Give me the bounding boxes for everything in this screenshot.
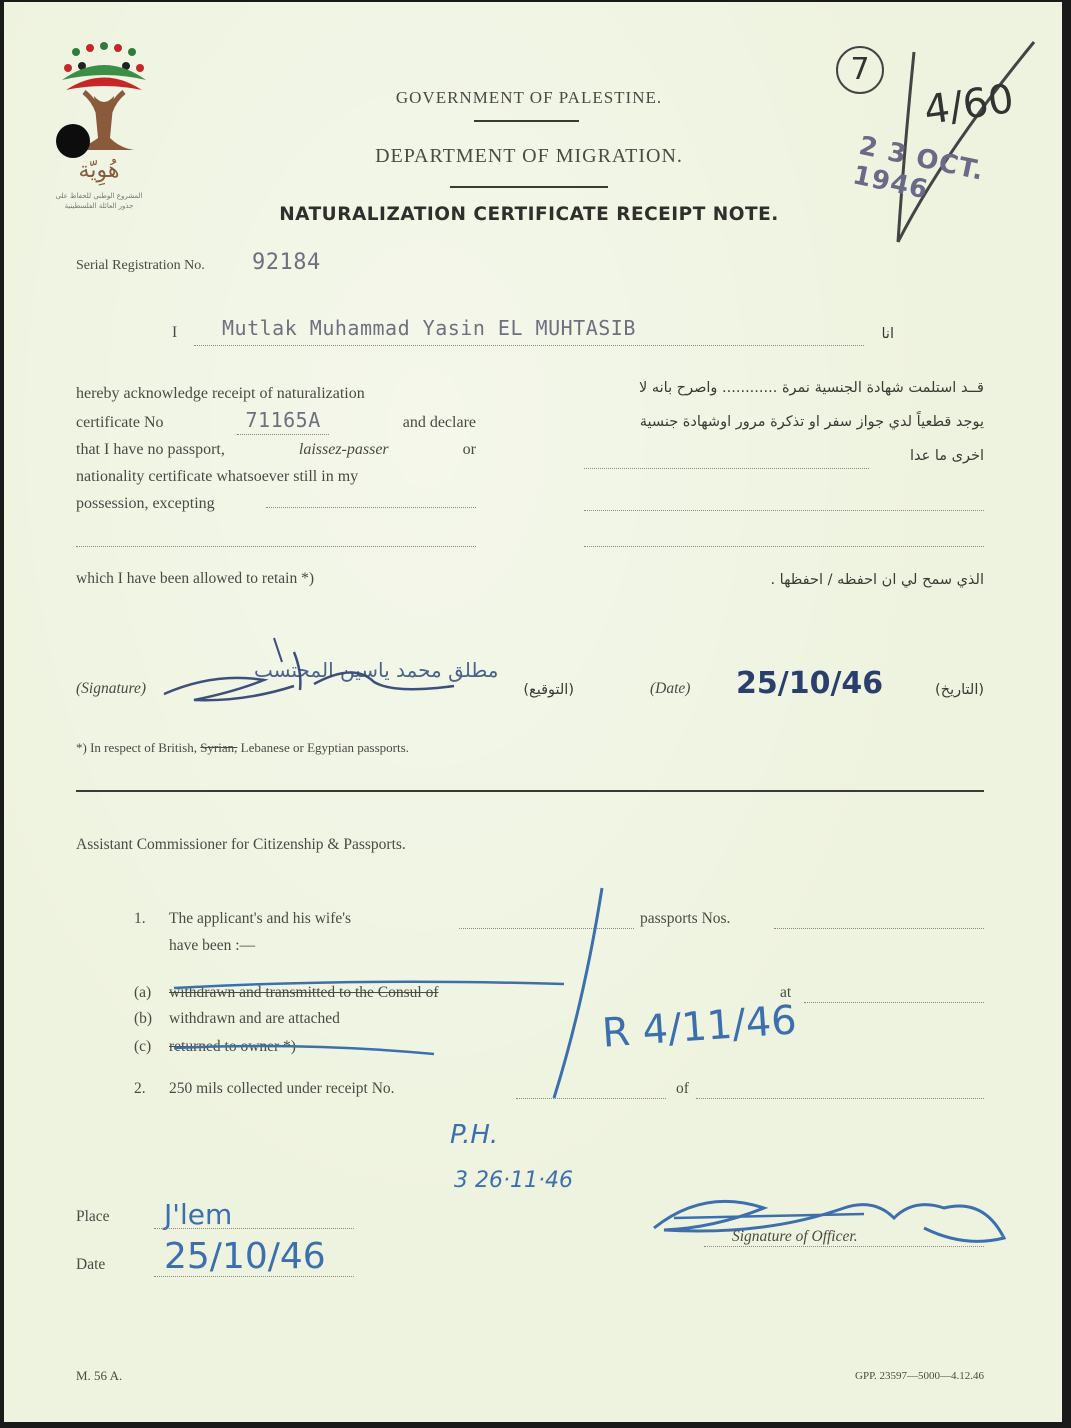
name-dotted-line (194, 345, 864, 346)
decl-line-2-pre: certificate No (76, 414, 164, 431)
place-value: J'lem (164, 1198, 233, 1231)
footnote (76, 740, 409, 756)
option-a-label: (a) (134, 984, 152, 1001)
item2-of: of (676, 1080, 689, 1097)
retain-ar: الذي سمح لي ان احفظه / احفظها . (770, 572, 984, 588)
applicant-signature-text: مطلق محمد ياسين المحتسب (254, 658, 499, 682)
heritage-logo (44, 40, 154, 220)
option-c-text: returned to owner *) (169, 1038, 296, 1055)
official-heading: Assistant Commissioner for Citizenship & Passports. (76, 836, 406, 853)
logo-caption-1: المشروع الوطني للحفاظ على (55, 192, 143, 200)
date-stamp: 2 3 OCT. 1946 (850, 131, 987, 206)
circled-number (836, 46, 884, 94)
logo-caption-2: جذور العائلة الفلسطينية (64, 202, 134, 210)
decl-line-5: possession, excepting (76, 495, 215, 512)
place-label: Place (76, 1208, 110, 1225)
option-a-at: at (780, 984, 792, 1001)
item2-number: 2. (134, 1080, 146, 1097)
item1-number: 1. (134, 910, 146, 927)
option-c-label: (c) (134, 1038, 152, 1055)
date-value-official: 25/10/46 (164, 1236, 326, 1277)
option-a-text: withdrawn and transmitted to the Consul of (169, 984, 439, 1001)
retain-en: which I have been allowed to retain *) (76, 570, 315, 587)
item2-text: 250 mils collected under receipt No. (169, 1080, 395, 1097)
serial-value: 92184 (252, 250, 321, 275)
section-divider (76, 790, 984, 792)
signature-label: (Signature) (76, 680, 147, 697)
officer-signature-line (704, 1246, 984, 1247)
printer-code: GPP. 23597—5000—4.12.46 (855, 1370, 984, 1382)
date-dotted-line (154, 1276, 354, 1277)
item2-dotted-line-2 (696, 1098, 984, 1099)
item1-passports: passports Nos. (640, 910, 731, 927)
blue-pencil-marks (154, 882, 914, 1112)
declaration-ar-line-2: يوجد قطعياً لدي جواز سفر او تذكرة مرور اوشهادة جنسية (639, 414, 984, 430)
logo-title: هُوِيّة (78, 158, 120, 183)
date-label-ar: (التاريخ) (935, 682, 984, 698)
form-number: M. 56 A. (76, 1368, 123, 1383)
initials-date: 3 26·11·46 (454, 1168, 573, 1193)
item1-line2: have been :— (169, 937, 256, 954)
decl-line-3-italic: laissez-passer (298, 441, 389, 458)
applicant-prefix: I (172, 324, 178, 341)
ar-dotted-line-1 (584, 468, 869, 469)
heading-rule-1 (474, 120, 579, 122)
department-heading: DEPARTMENT OF MIGRATION. (375, 145, 683, 167)
place-dotted-line (154, 1228, 354, 1229)
circled-number-text: 7 (850, 52, 870, 87)
ar-dotted-line-2 (584, 510, 984, 511)
decl-line-2-post: and declare (402, 414, 476, 431)
decl-line-2 (76, 407, 476, 436)
declaration-ar-line-1: قــد استلمت شهادة الجنسية نمرة ............ واصرح بانه لا (638, 380, 984, 396)
option-b-text: withdrawn and are attached (169, 1010, 340, 1027)
date-value: 25/10/46 (736, 666, 884, 701)
declaration-ar-line-3: اخرى ما عدا (909, 448, 984, 464)
initials: P.H. (450, 1120, 499, 1150)
handwritten-note: R 4/11/46 (600, 997, 799, 1057)
decl-line-3-post: or (462, 441, 476, 458)
corner-reference: 4/60 (921, 75, 1017, 135)
excepting-dotted-line (266, 507, 476, 508)
option-b-label: (b) (134, 1010, 153, 1027)
decl-line-3-pre: that I have no passport, (76, 441, 225, 458)
decl-line-4: nationality certificate whatsoever still in my (76, 468, 359, 485)
heading-rule-2 (450, 186, 608, 188)
officer-signature-label: Signature of Officer. (732, 1228, 858, 1245)
decl-line-1: hereby acknowledge receipt of naturalization (76, 385, 365, 402)
footnote-pre: *) In respect of British, (76, 740, 197, 755)
hole-punch (56, 124, 90, 158)
signature-label-ar: (التوقيع) (523, 682, 574, 698)
government-heading: GOVERNMENT OF PALESTINE. (395, 88, 663, 107)
certificate-number: 71165A (237, 407, 328, 435)
footnote-struck: Syrian, (200, 740, 238, 755)
document-page (4, 2, 1062, 1422)
document-title: NATURALIZATION CERTIFICATE RECEIPT NOTE. (279, 204, 779, 225)
applicant-name: Mutlak Muhammad Yasin EL MUHTASIB (222, 316, 636, 340)
ar-dotted-line-3 (584, 546, 984, 547)
date-label: (Date) (650, 680, 691, 697)
applicant-prefix-ar: انا (881, 326, 894, 342)
item1-text: The applicant's and his wife's (169, 910, 352, 927)
decl-line-3 (76, 436, 476, 463)
serial-label: Serial Registration No. (76, 258, 205, 273)
date-label-official: Date (76, 1256, 106, 1273)
declaration-en (76, 380, 476, 517)
excepting-dotted-line-2 (76, 546, 476, 547)
item2-dotted-line (516, 1098, 666, 1099)
footnote-post: Lebanese or Egyptian passports. (240, 740, 409, 755)
